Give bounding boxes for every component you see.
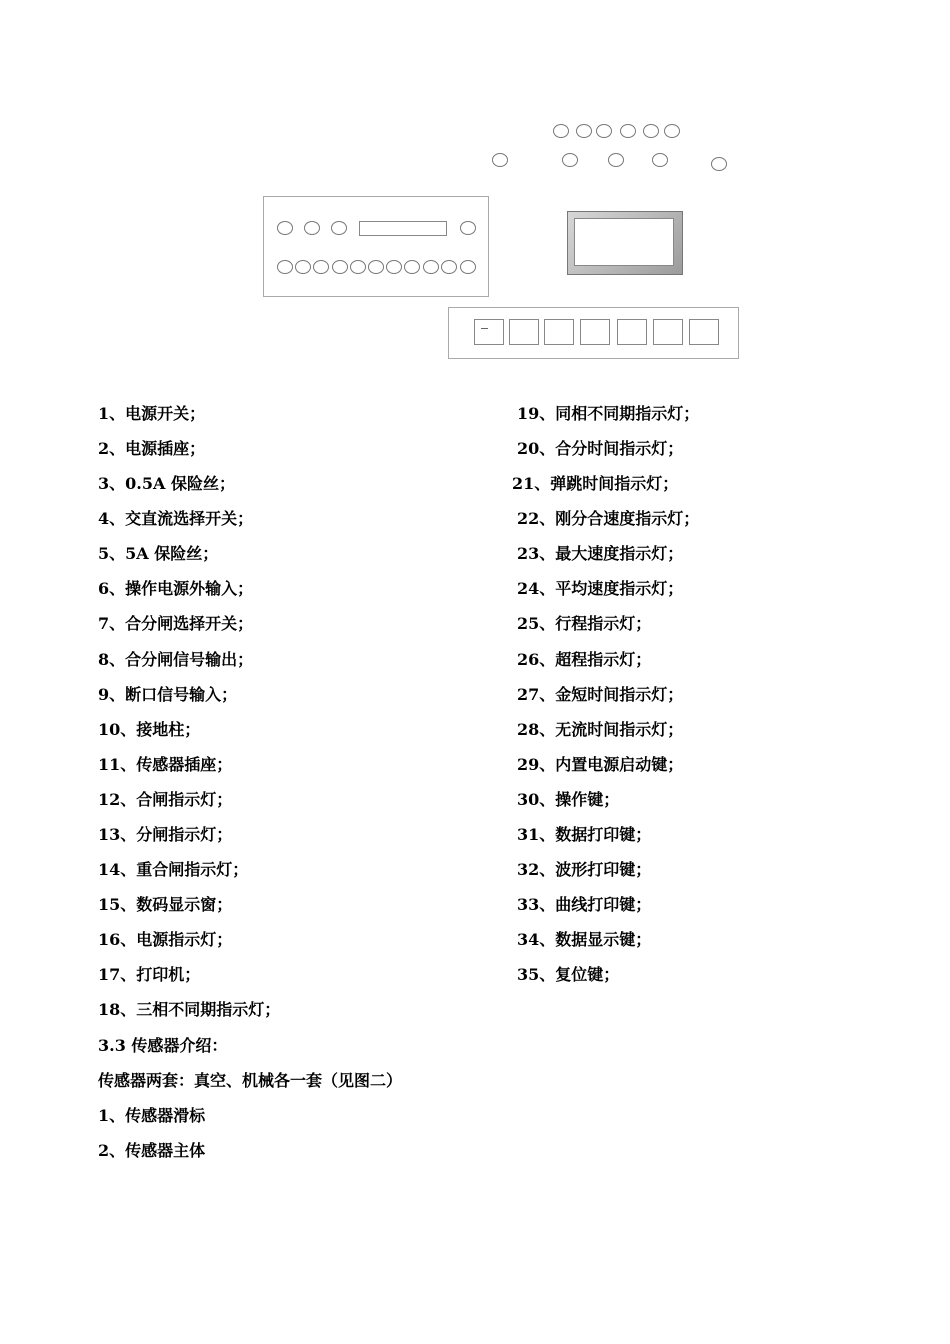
indicator-lamp-icon [553,124,569,138]
connector-icon [277,260,293,274]
indicator-lamp-icon [643,124,659,138]
keypad-key [617,319,647,345]
indicator-lamp-icon [608,153,624,167]
printer-icon [567,211,683,275]
connector-icon [423,260,439,274]
legend-item: 9、断口信号输入； [98,685,238,704]
legend-item: 29、内置电源启动键； [517,755,684,774]
section-intro: 传感器两套：真空、机械各一套（见图二） [98,1071,403,1090]
sensor-item: 2、传感器主体 [98,1141,206,1160]
connector-icon [441,260,457,274]
legend-item: 31、数据打印键； [517,825,652,844]
keypad-key [580,319,610,345]
connector-icon [350,260,366,274]
legend-item: 20、合分时间指示灯； [517,439,684,458]
connector-icon [277,221,293,235]
legend-item: 6、操作电源外输入； [98,579,254,598]
legend-item: 10、接地柱； [98,720,201,739]
legend-item: 4、交直流选择开关； [98,509,254,528]
key-mark-icon [481,328,488,329]
connector-icon [313,260,329,274]
connector-icon [331,221,347,235]
keypad-key [509,319,539,345]
connector-icon [332,260,348,274]
connector-icon [368,260,384,274]
legend-item: 34、数据显示键； [517,930,652,949]
indicator-lamp-icon [576,124,592,138]
keypad-key [689,319,719,345]
keypad-key [474,319,504,345]
legend-item: 5、5A 保险丝； [98,544,219,563]
connector-icon [460,260,476,274]
indicator-lamp-icon [652,153,668,167]
legend-item: 3、0.5A 保险丝； [98,474,235,493]
front-panel-diagram [0,0,950,380]
connector-icon [404,260,420,274]
digital-display-window [359,221,447,236]
connector-icon [386,260,402,274]
legend-item: 25、行程指示灯； [517,614,652,633]
connector-panel [263,196,489,297]
keypad-key [544,319,574,345]
legend-item: 8、合分闸信号输出； [98,650,254,669]
connector-icon [460,221,476,235]
legend-item: 2、电源插座； [98,439,206,458]
legend-item: 21、弹跳时间指示灯； [512,474,679,493]
legend-item: 13、分闸指示灯； [98,825,233,844]
connector-icon [304,221,320,235]
legend-item: 17、打印机； [98,965,201,984]
indicator-lamp-icon [620,124,636,138]
legend-item: 14、重合闸指示灯； [98,860,249,879]
legend-item: 35、复位键； [517,965,620,984]
legend-item: 30、操作键； [517,790,620,809]
indicator-lamp-icon [492,153,508,167]
legend-item: 32、波形打印键； [517,860,652,879]
indicator-lamp-icon [664,124,680,138]
legend-item: 12、合闸指示灯； [98,790,233,809]
sensor-item: 1、传感器滑标 [98,1106,206,1125]
legend-item: 33、曲线打印键； [517,895,652,914]
legend-item: 24、平均速度指示灯； [517,579,684,598]
keypad-key [653,319,683,345]
legend-item: 19、同相不同期指示灯； [517,404,700,423]
printer-paper-slot [574,218,674,266]
indicator-lamp-icon [562,153,578,167]
legend-item: 1、电源开关； [98,404,206,423]
section-heading: 3.3 传感器介绍： [98,1036,228,1055]
indicator-lamp-icon [596,124,612,138]
legend-item: 11、传感器插座； [98,755,233,774]
legend-item: 16、电源指示灯； [98,930,233,949]
legend-item: 15、数码显示窗； [98,895,233,914]
legend-item: 18、三相不同期指示灯； [98,1000,281,1019]
legend-item: 26、超程指示灯； [517,650,652,669]
legend-item: 23、最大速度指示灯； [517,544,684,563]
legend-item: 22、刚分合速度指示灯； [517,509,700,528]
legend-item: 7、合分闸选择开关； [98,614,254,633]
legend-item: 27、金短时间指示灯； [517,685,684,704]
connector-icon [295,260,311,274]
indicator-lamp-icon [711,157,727,171]
legend-item: 28、无流时间指示灯； [517,720,684,739]
